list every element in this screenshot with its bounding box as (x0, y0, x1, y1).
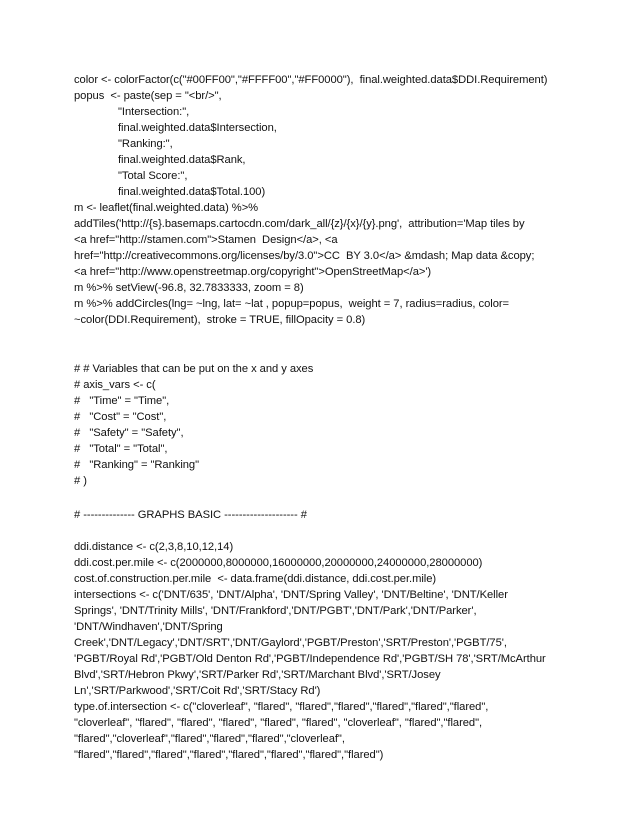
code-line: ~color(DDI.Requirement), stroke = TRUE, fillOpacity = 0.8) (74, 314, 366, 326)
code-line: "Ranking:", (118, 138, 173, 150)
code-line: final.weighted.data$Total.100) (118, 186, 266, 198)
code-line: final.weighted.data$Intersection, (118, 122, 277, 134)
code-line: color <- colorFactor(c("#00FF00","#FFFF00","#FF0000"), final.weighted.data$DDI.Requirement) (74, 74, 548, 86)
comment-line: # "Ranking" = "Ranking" (74, 459, 200, 471)
comment-line: # # Variables that can be put on the x and y axes (74, 363, 314, 375)
code-line: intersections <- c('DNT/635', 'DNT/Alpha', 'DNT/Spring Valley', 'DNT/Beltine', 'DNT/Keller (74, 589, 508, 601)
code-line: Ln','SRT/Parkwood','SRT/Coit Rd','SRT/Stacy Rd') (74, 685, 321, 697)
code-line: <a href="http://www.openstreetmap.org/copyright">OpenStreetMap</a>') (74, 266, 432, 278)
code-line: m %>% setView(-96.8, 32.7833333, zoom = 8) (74, 282, 304, 294)
code-line: Springs', 'DNT/Trinity Mills', 'DNT/Frankford','DNT/PGBT','DNT/Park','DNT/Parker', (74, 605, 477, 617)
code-line: 'PGBT/Royal Rd','PGBT/Old Denton Rd','PGBT/Independence Rd','PGBT/SH 78','SRT/McArthur (74, 653, 546, 665)
code-line: m <- leaflet(final.weighted.data) %>% (74, 202, 259, 214)
comment-line: # "Cost" = "Cost", (74, 411, 167, 423)
code-line: ddi.cost.per.mile <- c(2000000,8000000,16000000,20000000,24000000,28000000) (74, 557, 483, 569)
code-line: "flared","flared","flared","flared","flared","flared","flared","flared") (74, 749, 384, 761)
code-line: 'DNT/Windhaven','DNT/Spring (74, 621, 223, 633)
code-line: href="http://creativecommons.org/licenses/by/3.0">CC BY 3.0</a> &mdash; Map data &copy; (74, 250, 535, 262)
code-line: "Intersection:", (118, 106, 190, 118)
code-line: addTiles('http://{s}.basemaps.cartocdn.com/dark_all/{z}/{x}/{y}.png', attribution='Map tiles by (74, 218, 525, 230)
code-line: type.of.intersection <- c("cloverleaf", "flared", "flared","flared","flared","flared","flared", (74, 701, 489, 713)
code-line: cost.of.construction.per.mile <- data.frame(ddi.distance, ddi.cost.per.mile) (74, 573, 437, 585)
comment-line: # axis_vars <- c( (74, 379, 156, 391)
comment-line: # "Time" = "Time", (74, 395, 170, 407)
code-line: "cloverleaf", "flared", "flared", "flared", "flared", "flared", "cloverleaf", "flared","flared", (74, 717, 483, 729)
code-line: final.weighted.data$Rank, (118, 154, 246, 166)
code-line: <a href="http://stamen.com">Stamen Design</a>, <a (74, 234, 338, 246)
comment-line: # ) (74, 475, 87, 487)
code-line: m %>% addCircles(lng= ~lng, lat= ~lat , popup=popus, weight = 7, radius=radius, color= (74, 298, 510, 310)
section-comment-line: # -------------- GRAPHS BASIC -------------------- # (74, 509, 307, 521)
comment-line: # "Safety" = "Safety", (74, 427, 184, 439)
code-line: "flared","cloverleaf","flared","flared","flared","cloverleaf", (74, 733, 345, 745)
comment-line: # "Total" = "Total", (74, 443, 168, 455)
code-line: popus <- paste(sep = "<br/>", (74, 90, 222, 102)
code-line: ddi.distance <- c(2,3,8,10,12,14) (74, 541, 234, 553)
code-line: Blvd','SRT/Hebron Pkwy','SRT/Parker Rd','SRT/Marchant Blvd','SRT/Josey (74, 669, 441, 681)
code-line: "Total Score:", (118, 170, 188, 182)
code-line: Creek','DNT/Legacy','DNT/SRT','DNT/Gaylord','PGBT/Preston','SRT/Preston','PGBT/75', (74, 637, 507, 649)
